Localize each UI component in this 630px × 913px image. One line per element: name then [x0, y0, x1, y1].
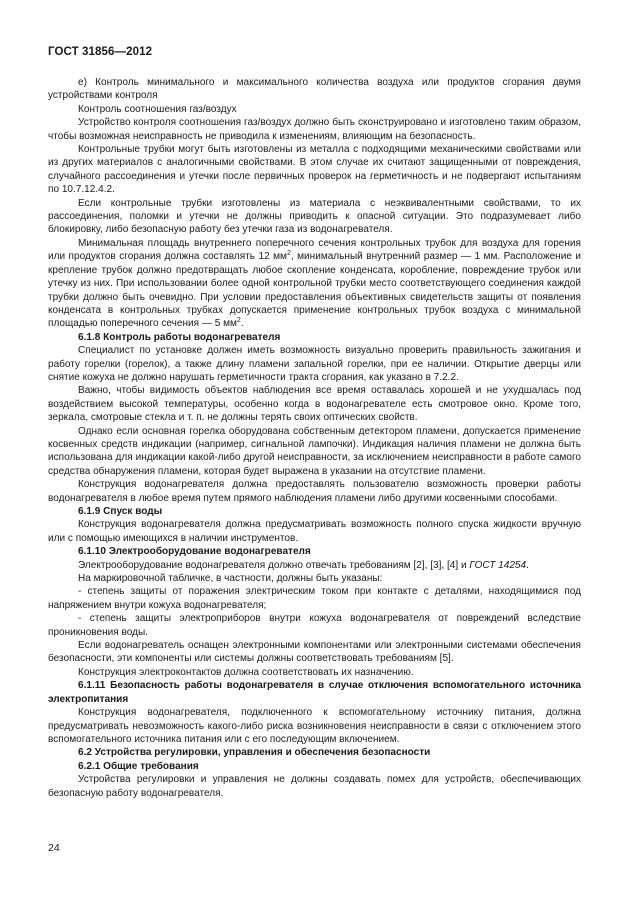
- paragraph: Если водонагреватель оснащен электронными компонентами или электронными системами обеспечения безопасности, эти компоненты или системы должны соответствовать требованиям [5].: [48, 640, 581, 665]
- standard-reference: ГОСТ 14254: [469, 559, 527, 571]
- section-heading: 6.2.1 Общие требования: [78, 760, 199, 772]
- paragraph: Конструкция электроконтактов должна соответствовать их назначению.: [78, 666, 414, 678]
- text-run: .: [526, 559, 529, 571]
- paragraph: На маркировочной табличке, в частности, должны быть указаны:: [78, 573, 383, 585]
- section-heading: 6.1.9 Спуск воды: [78, 506, 163, 517]
- text-run: Электрооборудование водонагревателя должно отвечать требованиям [2], [3], [4] и: [78, 559, 470, 571]
- paragraph: Важно, чтобы видимость объектов наблюдения все время оставалась хорошей и не ухудшалась под воздействием высокой температуры, особенно когда в водонагревателе есть смотровое окно. Кроме того, зеркала, смотровые стекла и т. п. не должны терять своих оптических свойств.: [48, 385, 581, 424]
- text-run: Минимальная площадь внутреннего поперечного сечения контрольных трубок для воздуха для горения или продуктов сгорания должна составлять 12 мм: [48, 237, 581, 263]
- paragraph: Если контрольные трубки изготовлены из материала с неэквивалентными свойствами, то их рассоединения, поломки и утечки не должны приводить к опасной ситуации. Это подразумевает либо блокировку, либо безопасную работу без утечки газа из водонагревателя.: [48, 197, 581, 236]
- superscript: 2: [286, 250, 291, 258]
- section-heading: 6.1.8 Контроль работы водонагревателя: [78, 331, 281, 343]
- paragraph: Конструкция водонагревателя должна предоставлять пользователю возможность проверки работы водонагревателя в любое время путем прямого наблюдения пламени либо другими косвенными способами.: [48, 479, 581, 504]
- paragraph: [48, 559, 581, 572]
- paragraph: Устройства регулировки и управления не должны создавать помех для устройств, обеспечивающих безопасную работу водонагревателя.: [48, 774, 581, 799]
- paragraph: - степень защиты электроприборов внутри кожуха водонагревателя от повреждений вследствие проникновения воды.: [48, 613, 581, 638]
- section-heading: 6.1.10 Электрооборудование водонагревателя: [78, 546, 311, 558]
- paragraph: Контрольные трубки могут быть изготовлены из металла с подходящими механическими свойствами или из других материалов с аналогичными свойствами. В этом случае их считают защищенными от повреждения, случайного рассоединения и утечки после первичных проверок на герметичность и не подвергают испытаниям по 10.7.12.4.2.: [48, 144, 581, 196]
- paragraph: Специалист по установке должен иметь возможность визуально проверить правильность зажигания и работу горелки (горелок), а также длину пламени запальной горелки, при ее наличии. Открытие дверцы или снятие кожуха не должно нарушать герметичности тракта сгорания, как указано в 7.2.2.: [48, 345, 581, 383]
- section-heading: 6.1.11 Безопасность работы водонагревателя в случае отключения вспомогательного источника электропитания: [48, 680, 581, 705]
- text-run: .: [240, 318, 244, 330]
- paragraph: [48, 237, 581, 331]
- superscript: 2: [236, 317, 241, 325]
- document-header: ГОСТ 31856—2012: [48, 46, 153, 58]
- paragraph: Конструкция водонагревателя, подключенного к вспомогательному источнику питания, должна предусматривать невозможность какого-либо риска возникновения неисправности в связи с отключением этого вспомогательного источника питания или с его последующим включением.: [48, 707, 581, 745]
- text-run: , минимальный внутренний размер — 1 мм. Расположение и крепление трубок должно предотвращать любое скопление конденсата, коробление, повреждение трубок или утечку из них. При использовании более одной контрольной трубки место соответствующего соединения каждой трубки должно быть очевидно. При условии предоставления объективных свидетельств защиты от появления конденсата в контрольных трубках допускается применение контрольных трубок воздуха с минимальной площадью поперечного сечения — 5 мм: [48, 251, 581, 330]
- paragraph: - степень защиты от поражения электрическим током при контакте с деталями, находящимися под напряжением внутри кожуха водонагревателя;: [48, 586, 581, 611]
- paragraph: Однако если основная горелка оборудована собственным детектором пламени, допускается применение косвенных средств индикации (например, сигнальной лампочки). Индикация наличия пламени не должна быть использована для индикации какой-либо другой неисправности, за исключением неисправности в работе самого средства обнаружения пламени, которая будет выражена в указании на отсутствие пламени.: [48, 425, 581, 477]
- paragraph: Устройство контроля соотношения газ/воздух должно быть сконструировано и изготовлено таким образом, чтобы возможная неисправность не приводила к изменениям, влияющим на безопасность.: [48, 117, 581, 142]
- section-heading: 6.2 Устройства регулировки, управления и обеспечения безопасности: [78, 747, 431, 759]
- paragraph: Конструкция водонагревателя должна предусматривать возможность полного спуска жидкости вручную или с помощью имеющихся в наличии инструментов.: [48, 519, 581, 544]
- paragraph: Контроль соотношения газ/воздух: [78, 103, 237, 115]
- paragraph: е) Контроль минимального и максимального количества воздуха или продуктов сгорания двумя устройствами контроля: [48, 77, 581, 102]
- document-body: [48, 76, 581, 800]
- page-number: 24: [48, 842, 60, 854]
